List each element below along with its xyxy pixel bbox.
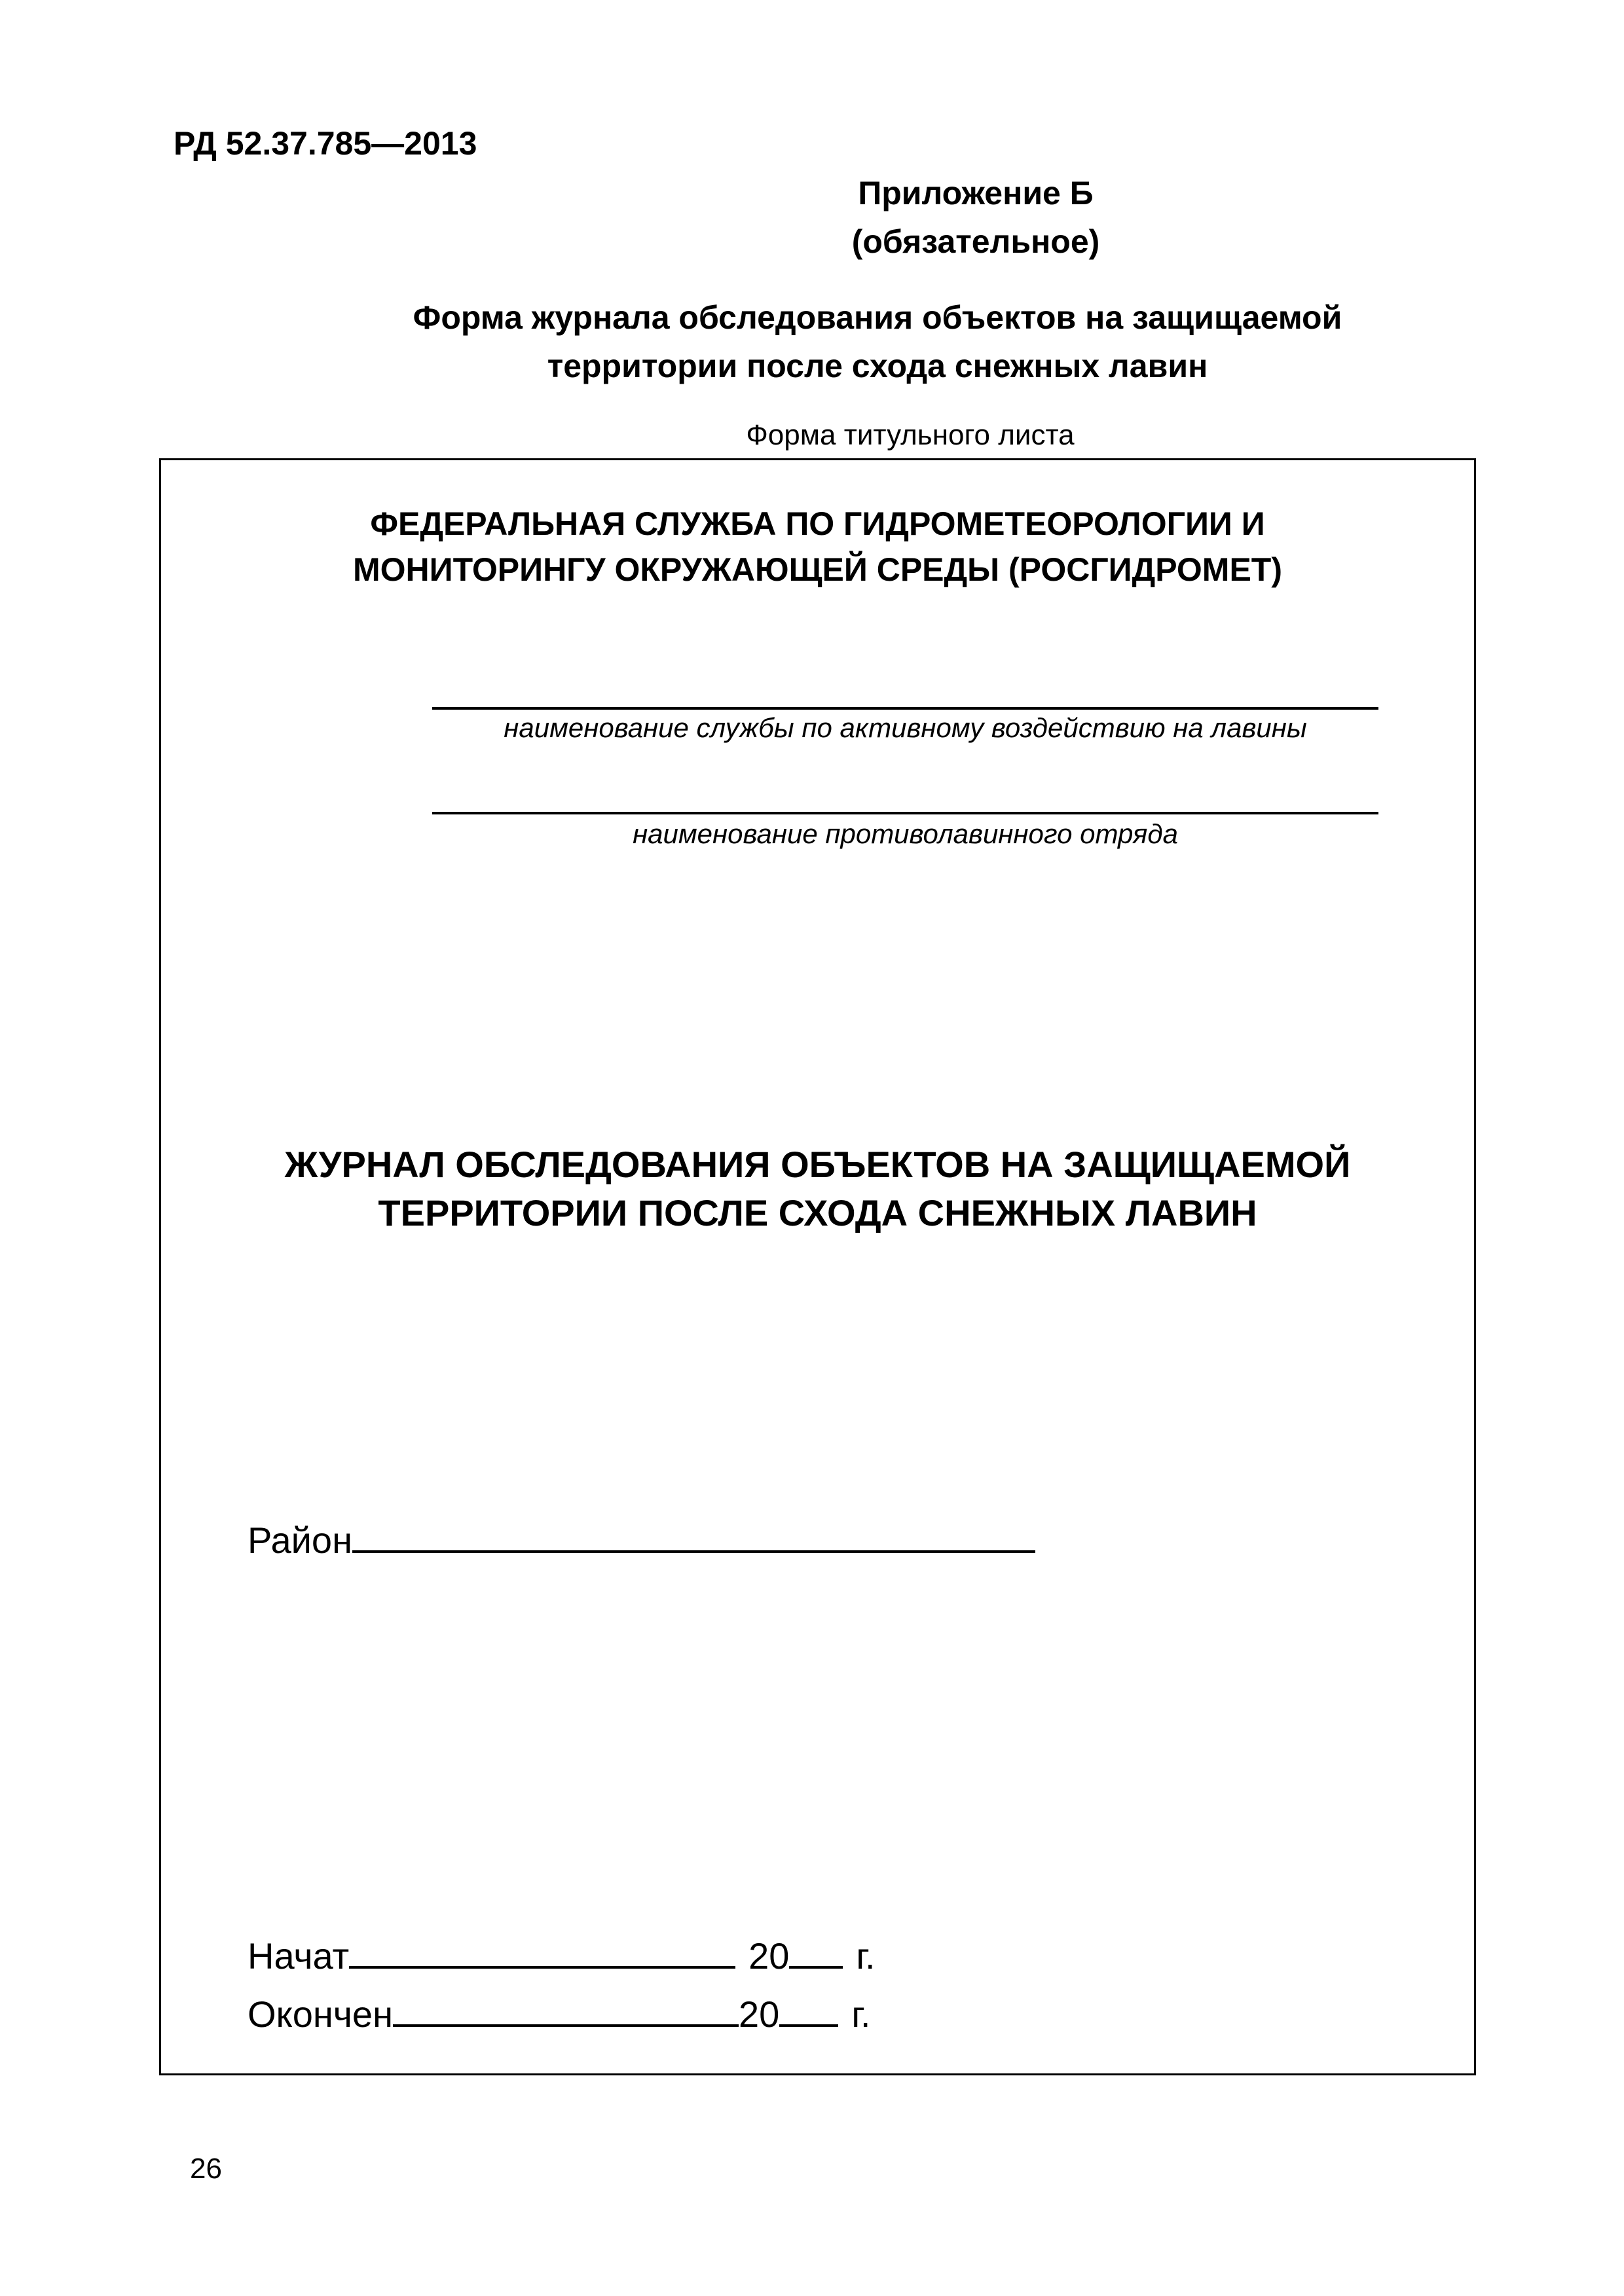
district-label: Район [248, 1520, 352, 1561]
started-field [248, 1933, 876, 1977]
service-name-line [432, 707, 1378, 710]
ended-year-suffix: г. [851, 1994, 871, 2035]
district-blank [352, 1518, 1035, 1553]
started-year-prefix: 20 [748, 1935, 790, 1977]
detachment-name-caption: наименование противолавинного отряда [633, 818, 1178, 849]
ended-date-blank [393, 1992, 739, 2027]
detachment-name-line [432, 812, 1378, 814]
page-number: 26 [190, 2153, 222, 2185]
appendix-heading [0, 169, 1624, 266]
form-caption-text: Форма титульного листа [746, 419, 1075, 451]
ended-label: Окончен [248, 1994, 394, 2035]
title-page-frame [159, 458, 1476, 2075]
agency-name [159, 501, 1476, 592]
service-name-caption: наименование службы по активному воздействию на лавины [504, 712, 1307, 743]
form-title-line-2: территории после схода снежных лавин [547, 348, 1208, 384]
district-field [248, 1518, 1035, 1561]
document-code: РД 52.37.785—2013 [174, 125, 477, 162]
started-year-blank [789, 1933, 843, 1969]
appendix-status: (обязательное) [851, 223, 1100, 260]
form-caption [0, 419, 1624, 452]
started-date-blank [349, 1933, 735, 1969]
started-label: Начат [248, 1935, 350, 1977]
form-title [0, 293, 1624, 390]
journal-title-line-1: ЖУРНАЛ ОБСЛЕДОВАНИЯ ОБЪЕКТОВ НА ЗАЩИЩАЕМОЙ [284, 1144, 1351, 1185]
agency-name-line-2: МОНИТОРИНГУ ОКРУЖАЮЩЕЙ СРЕДЫ (РОСГИДРОМЕТ) [353, 551, 1282, 588]
journal-title [159, 1140, 1476, 1237]
form-title-line-1: Форма журнала обследования объектов на защищаемой [413, 299, 1342, 336]
ended-year-blank [779, 1992, 838, 2027]
ended-field [248, 1992, 870, 2035]
ended-year-prefix: 20 [739, 1994, 780, 2035]
started-year-suffix: г. [856, 1935, 876, 1977]
journal-title-line-2: ТЕРРИТОРИИ ПОСЛЕ СХОДА СНЕЖНЫХ ЛАВИН [378, 1192, 1257, 1233]
appendix-title: Приложение Б [858, 175, 1094, 211]
agency-name-line-1: ФЕДЕРАЛЬНАЯ СЛУЖБА ПО ГИДРОМЕТЕОРОЛОГИИ И [370, 505, 1265, 542]
